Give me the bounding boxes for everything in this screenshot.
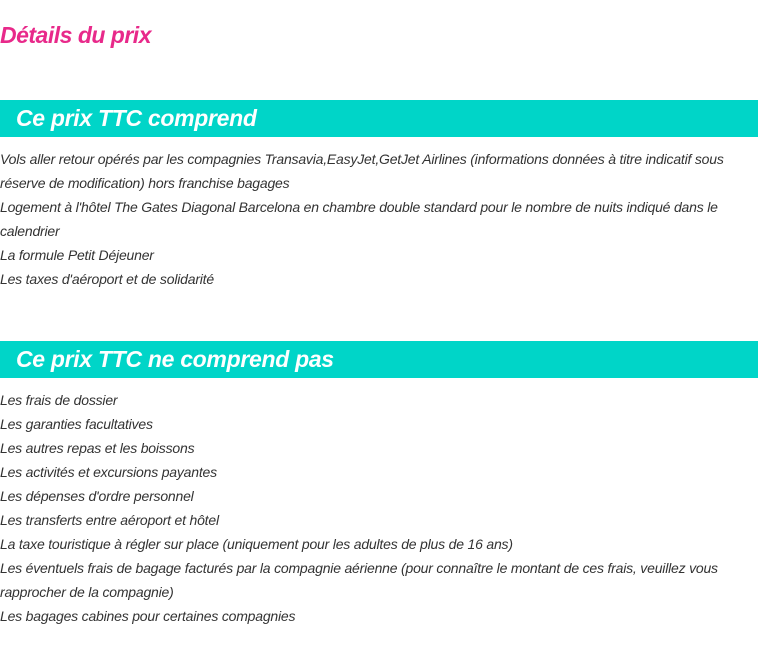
list-item: La taxe touristique à régler sur place (uniquement pour les adultes de plus de 16 ans) <box>0 536 513 552</box>
list-item: Logement à l'hôtel The Gates Diagonal Barcelona en chambre double standard pour le nombre de nuits indiqué dans le calendrier <box>0 199 718 239</box>
list-item: Les dépenses d'ordre personnel <box>0 488 194 504</box>
list-item: Les autres repas et les boissons <box>0 440 195 456</box>
excluded-items-list <box>0 388 754 628</box>
list-item: Les activités et excursions payantes <box>0 464 217 480</box>
list-item: Les taxes d'aéroport et de solidarité <box>0 271 214 287</box>
list-item: Les bagages cabines pour certaines compagnies <box>0 608 296 624</box>
excluded-section-heading: Ce prix TTC ne comprend pas <box>0 341 758 378</box>
page-title: Détails du prix <box>0 22 151 48</box>
list-item: Les transferts entre aéroport et hôtel <box>0 512 219 528</box>
list-item: La formule Petit Déjeuner <box>0 247 154 263</box>
list-item: Les éventuels frais de bagage facturés par la compagnie aérienne (pour connaître le montant de ces frais, veuillez vous rapprocher de la compagnie) <box>0 560 718 600</box>
included-section-heading: Ce prix TTC comprend <box>0 100 758 137</box>
list-item: Les garanties facultatives <box>0 416 153 432</box>
included-items-list <box>0 147 754 291</box>
list-item: Les frais de dossier <box>0 392 118 408</box>
list-item: Vols aller retour opérés par les compagnies Transavia,EasyJet,GetJet Airlines (informations données à titre indicatif sous réserve de modification) hors franchise bagages <box>0 151 724 191</box>
